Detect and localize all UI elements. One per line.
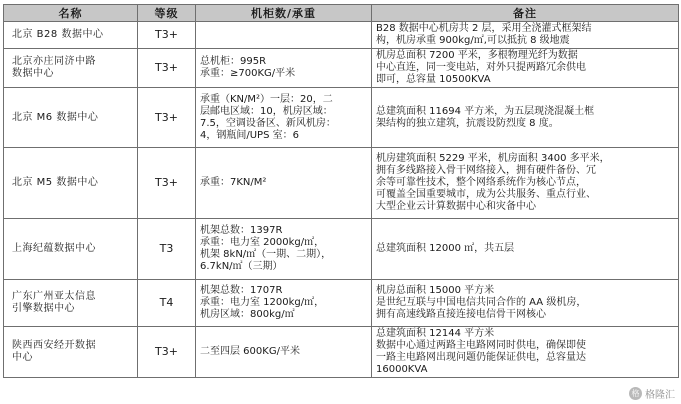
cell-capacity bbox=[196, 219, 372, 280]
cell-capacity bbox=[196, 88, 372, 148]
cell-name-line: 北京 M5 数据中心 bbox=[12, 177, 99, 188]
cell-notes bbox=[372, 88, 679, 148]
table-row bbox=[4, 148, 679, 219]
cell-notes-line: 余等可靠性技术，整个网络系统作为核心节点， bbox=[376, 177, 586, 188]
cell-notes bbox=[372, 280, 679, 327]
cell-notes-line: 可覆盖全国重要城市，成为公共服务、重点行业、 bbox=[376, 189, 596, 200]
cell-capacity-line: 机房区域：800kg/㎡ bbox=[200, 309, 295, 320]
cell-capacity-line: 6.7kN/㎡（三期） bbox=[200, 261, 283, 272]
cell-name bbox=[4, 280, 138, 327]
cell-notes-line: 数据中心通过两路主电路网同时供电，确保即使 bbox=[376, 340, 586, 351]
cell-capacity-line: 二至四层 600KG/平米 bbox=[200, 346, 300, 357]
cell-name-line: 北京亦庄同济中路 bbox=[12, 56, 96, 67]
cell-capacity-line: 机架 8kN/㎡（一期、二期）， bbox=[200, 249, 332, 260]
cell-grade: T4 bbox=[138, 280, 196, 327]
table-header-row bbox=[4, 5, 679, 22]
header-name: 名称 bbox=[4, 5, 138, 22]
cell-capacity-line: 承重：电力室 2000kg/㎡， bbox=[200, 237, 325, 248]
cell-grade: T3 bbox=[138, 219, 196, 280]
cell-capacity bbox=[196, 280, 372, 327]
cell-name-line: 引擎数据中心 bbox=[12, 303, 75, 314]
table-row bbox=[4, 22, 679, 49]
table-row bbox=[4, 88, 679, 148]
cell-name-line: 上海纪蕴数据中心 bbox=[12, 243, 96, 254]
watermark bbox=[629, 386, 675, 401]
header-capacity: 机柜数/承重 bbox=[196, 5, 372, 22]
cell-notes-line: 中心直连，同一变电站，对外只提两路冗余供电 bbox=[376, 62, 586, 73]
cell-name-line: 北京 M6 数据中心 bbox=[12, 111, 99, 123]
cell-capacity-line: 承重：≥700KG/平米 bbox=[200, 68, 296, 79]
table-row bbox=[4, 219, 679, 280]
cell-notes-line: 总建筑面积 11694 平方米，为五层现浇混凝土框 bbox=[376, 105, 595, 117]
cell-notes-line: 拥有多线路接入骨干网络接入，拥有硬件备份、冗 bbox=[376, 165, 596, 176]
cell-notes-line: 16000KVA bbox=[376, 364, 428, 375]
cell-capacity-line: 机架总数：1707R bbox=[200, 285, 283, 296]
cell-name bbox=[4, 88, 138, 148]
cell-notes bbox=[372, 327, 679, 378]
cell-name bbox=[4, 327, 138, 378]
cell-name bbox=[4, 219, 138, 280]
cell-name-line: 北京 B28 数据中心 bbox=[12, 29, 104, 40]
cell-capacity-line: 承重：电力室 1200kg/㎡， bbox=[200, 297, 325, 308]
cell-capacity bbox=[196, 148, 372, 219]
cell-notes-line: 构，机房承重 900kg/㎡,可以抵抗 8 级地震 bbox=[376, 35, 570, 46]
table-row bbox=[4, 280, 679, 327]
cell-capacity bbox=[196, 49, 372, 88]
cell-grade: T3+ bbox=[138, 148, 196, 219]
cell-notes bbox=[372, 148, 679, 219]
cell-notes-line: 总建筑面积 12000 ㎡，共五层 bbox=[376, 243, 515, 254]
cell-capacity-line: 层邮电区域：10，机房区域： bbox=[200, 105, 333, 117]
cell-notes bbox=[372, 22, 679, 49]
cell-notes-line: 架结构的独立建筑，抗震设防烈度 8 度。 bbox=[376, 117, 559, 129]
cell-name bbox=[4, 22, 138, 49]
cell-grade: T3+ bbox=[138, 327, 196, 378]
table-row bbox=[4, 49, 679, 88]
cell-capacity-line: 机架总数：1397R bbox=[200, 225, 283, 236]
cell-capacity-line: 总机柜：995R bbox=[200, 56, 267, 67]
cell-notes-line: 是世纪互联与中国电信共同合作的 AA 级机房， bbox=[376, 297, 587, 308]
data-center-table bbox=[3, 4, 679, 378]
watermark-text: 格隆汇 bbox=[645, 390, 675, 401]
cell-notes-line: 机房建筑面积 5229 平米，机房面积 3400 多平米， bbox=[376, 153, 610, 164]
cell-notes-line: 总建筑面积 12144 平方米 bbox=[376, 328, 495, 339]
header-notes: 备注 bbox=[372, 5, 679, 22]
cell-notes-line: 拥有高速线路直接连接电信骨干网核心 bbox=[376, 309, 546, 320]
cell-notes-line: 机房总面积 15000 平方米 bbox=[376, 285, 495, 296]
cell-notes bbox=[372, 49, 679, 88]
cell-capacity-line: 承重：7KN/M² bbox=[200, 177, 267, 188]
cell-notes-line: 大型企业云计算数据中心和灾备中心 bbox=[376, 201, 536, 212]
cell-capacity bbox=[196, 327, 372, 378]
cell-notes-line: 即可，总容量 10500KVA bbox=[376, 74, 491, 85]
cell-grade: T3+ bbox=[138, 49, 196, 88]
cell-name bbox=[4, 49, 138, 88]
watermark-logo-icon: 格 bbox=[629, 387, 642, 400]
cell-name-line: 数据中心 bbox=[12, 68, 54, 79]
cell-notes bbox=[372, 219, 679, 280]
cell-capacity-line: 4，钢瓶间/UPS 室：6 bbox=[200, 129, 299, 141]
cell-capacity bbox=[196, 22, 372, 49]
cell-grade: T3+ bbox=[138, 22, 196, 49]
cell-capacity-line: 承重（KN/M²）一层：20，二 bbox=[200, 93, 333, 105]
cell-grade: T3+ bbox=[138, 88, 196, 148]
cell-notes-line: 机房总面积 7200 平米，多根物理光纤为数据 bbox=[376, 50, 578, 61]
cell-notes-line: 一路主电路网出现问题仍能保证供电，总容量达 bbox=[376, 352, 586, 363]
table-row bbox=[4, 327, 679, 378]
cell-name bbox=[4, 148, 138, 219]
cell-capacity-line: 7.5，空调设备区、新风机房： bbox=[200, 117, 336, 129]
cell-name-line: 广东广州亚太信息 bbox=[12, 291, 96, 302]
cell-name-line: 陕西西安经开数据 bbox=[12, 340, 96, 351]
header-grade: 等级 bbox=[138, 5, 196, 22]
cell-notes-line: B28 数据中心机房共 2 层，采用全浇灌式框架结 bbox=[376, 23, 592, 34]
cell-name-line: 中心 bbox=[12, 352, 33, 363]
